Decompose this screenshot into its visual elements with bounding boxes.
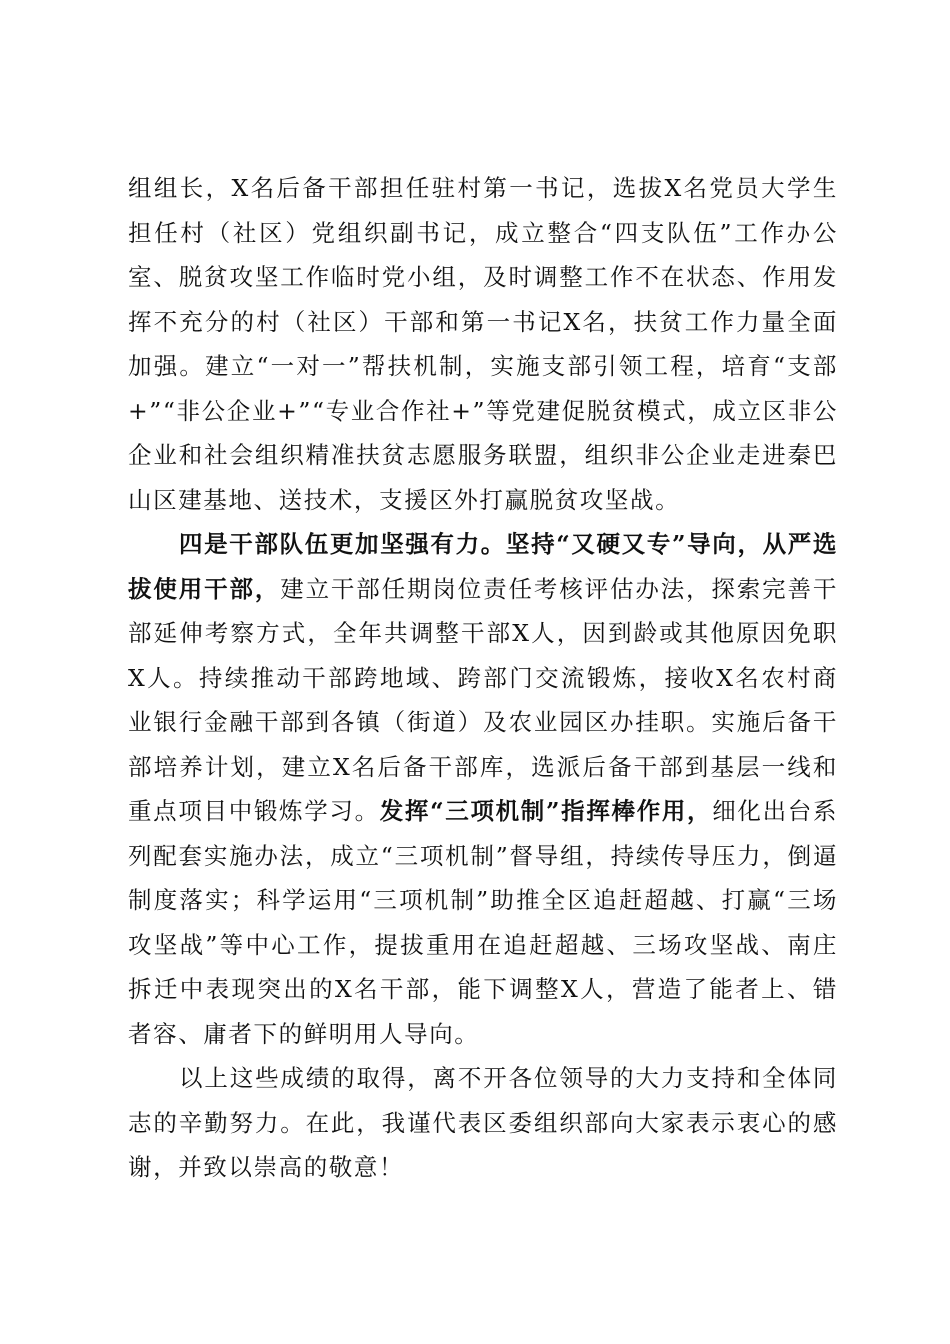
bold-heading: 四是干部队伍更加坚强有力。坚持“又硬又专”导向，从严选拔使用干部， [128, 530, 838, 603]
paragraph-text: 建立干部任期岗位责任考核评估办法，探索完善干部延伸考察方式，全年共调整干部X人，因到龄或其他原因免职X人。持续推动干部跨地域、跨部门交流锻炼，接收X名农村商业银行金融干部到各镇（街道）及农业园区办挂职。实施后备干部培养计划，建立X名后备干部库，选派后备干部到基层一线和重点项目中锻炼学习。 [128, 574, 838, 825]
paragraph-text: 组组长，X名后备干部担任驻村第一书记，选拔X名党员大学生担任村（社区）党组织副书记，成立整合“四支队伍”工作办公室、脱贫攻坚工作临时党小组，及时调整工作不在状态、作用发挥不充分的村（社区）干部和第一书记X名，扶贫工作力量全面加强。建立“一对一”帮扶机制，实施支部引领工程，培育“支部+”“非公企业+”“专业合作社+”等党建促脱贫模式，成立区非公企业和社会组织精准扶贫志愿服务联盟，组织非公企业走进秦巴山区建基地、送技术，支援区外打赢脱贫攻坚战。 [128, 174, 838, 514]
bold-subheading: 发挥“三项机制”指挥棒作用， [379, 797, 713, 825]
paragraph-cadre-team [128, 522, 838, 1056]
paragraph-continuation [128, 166, 838, 522]
paragraph-thanks [128, 1056, 838, 1190]
paragraph-text: 细化出台系列配套实施办法，成立“三项机制”督导组，持续传导压力，倒逼制度落实；科学运用“三项机制”助推全区追赶超越、打赢“三场攻坚战”等中心工作，提拔重用在追赶超越、三场攻坚战、南庄拆迁中表现突出的X名干部，能下调整X人，营造了能者上、错者容、庸者下的鲜明用人导向。 [128, 797, 839, 1048]
paragraph-text: 以上这些成绩的取得，离不开各位领导的大力支持和全体同志的辛勤努力。在此，我谨代表区委组织部向大家表示衷心的感谢，并致以崇高的敬意！ [128, 1064, 838, 1181]
document-body [128, 166, 838, 1190]
